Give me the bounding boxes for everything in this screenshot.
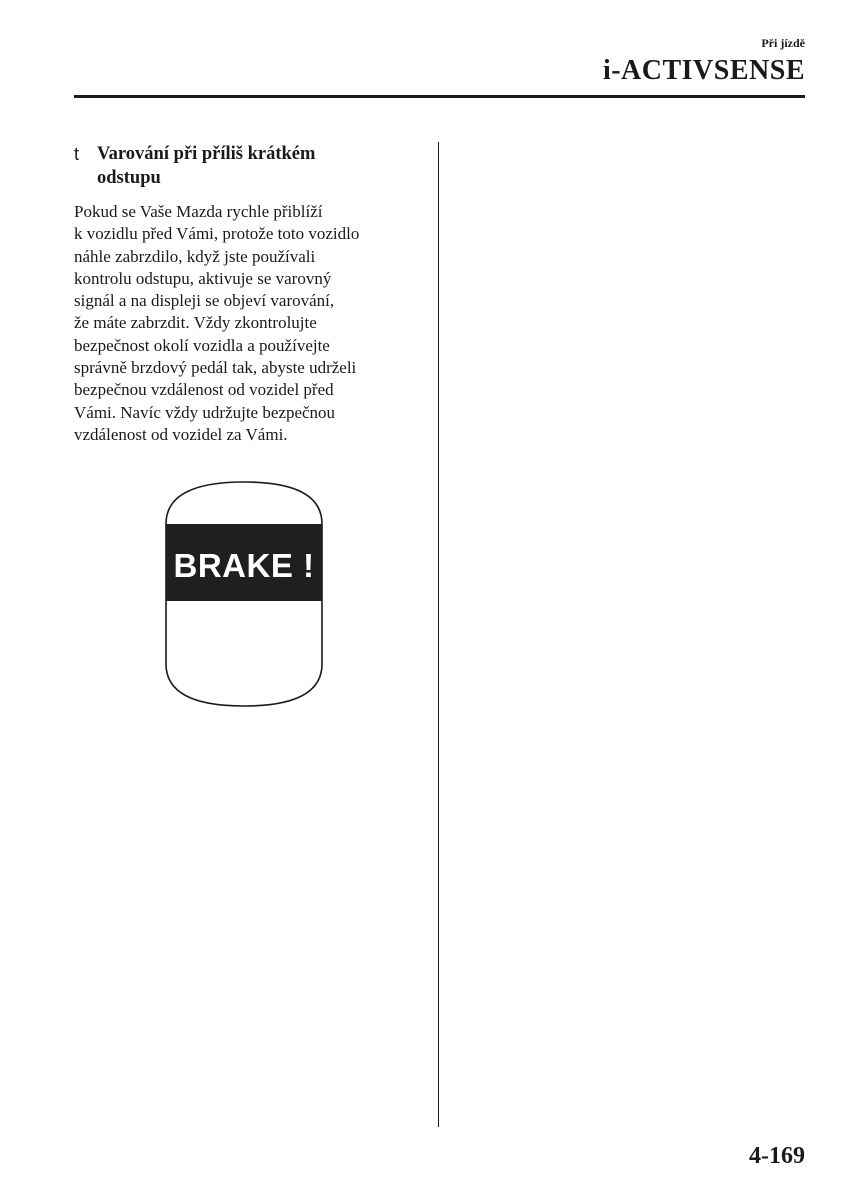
body-line: náhle zabrzdilo, když jste používali [74, 246, 316, 266]
body-paragraph [74, 201, 419, 446]
body-line: Vámi. Navíc vždy udržujte bezpečnou [74, 402, 336, 422]
heading-line: Varování při příliš krátkém [97, 144, 316, 164]
body-line: kontrolu odstupu, aktivuje se varovný [74, 268, 332, 288]
column-divider [438, 142, 439, 1127]
brake-display-illustration [164, 478, 324, 715]
body-line: bezpečnou vzdálenost od vozidel před [74, 380, 334, 400]
body-line: bezpečnost okolí vozidla a používejte [74, 335, 330, 355]
body-line: správně brzdový pedál tak, abyste udrželi [74, 358, 357, 378]
body-line: signál a na displeji se objeví varování, [74, 291, 335, 311]
brake-warning-text: BRAKE ! [173, 547, 315, 584]
header-rule [74, 95, 805, 98]
header-section-label: Při jízdě [761, 36, 805, 50]
header-title: i-ACTIVSENSE [602, 55, 805, 86]
bullet-icon: t [74, 144, 80, 164]
body-line: že máte zabrzdit. Vždy zkontrolujte [74, 313, 317, 333]
body-line: Pokud se Vaše Mazda rychle přiblíží [74, 202, 323, 221]
body-line: k vozidlu před Vámi, protože toto vozidlo [74, 224, 360, 244]
display-outline-icon [164, 478, 324, 710]
page-number: 4-169 [749, 1143, 805, 1169]
heading-line: odstupu [97, 168, 161, 188]
subsection-heading [74, 142, 404, 190]
body-line: vzdálenost od vozidel za Vámi. [74, 424, 288, 444]
subsection-heading-text [74, 142, 404, 190]
